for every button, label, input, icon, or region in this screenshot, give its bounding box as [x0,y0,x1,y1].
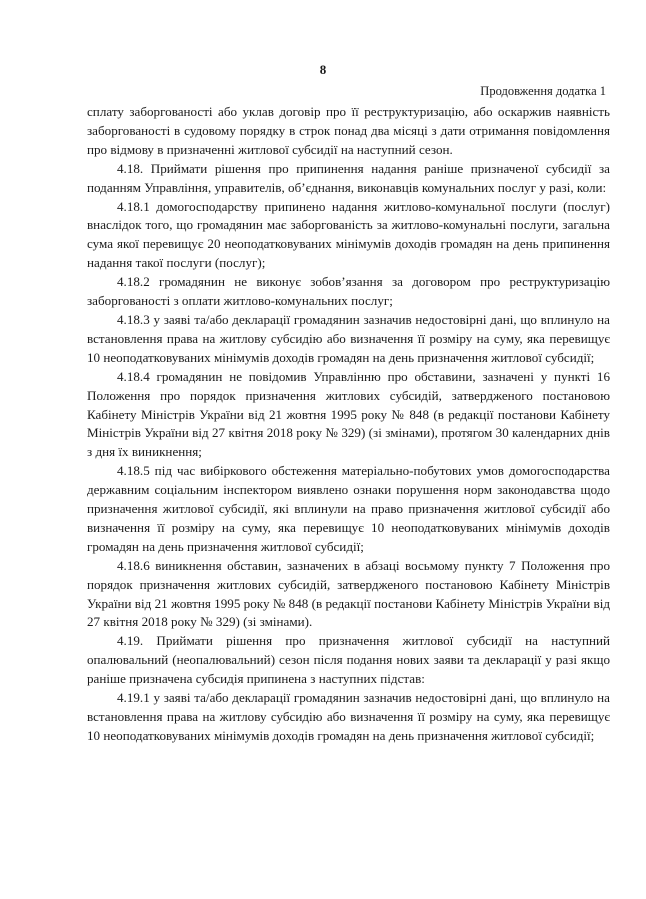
page-number: 8 [319,62,327,77]
paragraph-4-19-1: 4.19.1 у заяві та/або декларації громадянин зазначив недостовірні дані, що вплинуло на встановлення права на житлову субсидію або визначення її розміру на суму, яка перевищує 10 неоподатковуваних мінімумів доходів громадян на день призначення житлової субсидії; [87,690,610,743]
paragraph-4-19: 4.19. Приймати рішення про призначення житлової субсидії на наступний опалювальний (неопалювальний) сезон після подання нових заяви та декларації у разі якщо раніше призначена субсидія припинена з наступних підстав: [87,633,610,687]
paragraph-4-18-3: 4.18.3 у заяві та/або декларації громадянин зазначив недостовірні дані, що вплинуло на встановлення права на житлову субсидію або визначення її розміру на суму, яка перевищує 10 неоподатковуваних мінімумів доходів громадян на день призначення житлової субсидії; [87,311,610,365]
paragraph-4-18-6: 4.18.6 виникнення обставин, зазначених в абзаці восьмому пункту 7 Положення про порядок призначення житлових субсидій, затвердженого постановою Кабінету Міністрів України від 21 жовтня 1995 року № 848 (в редакції постанови Кабінету Міністрів України від 27 квітня 2018 року № 329) (зі змінами). [87,557,610,630]
paragraph-4-18-4: 4.18.4 громадянин не повідомив Управлінню про обставини, зазначені у пункті 16 Положення про порядок призначення житлових субсидій, затвердженого постановою Кабінету Міністрів України від 21 жовтня 1995 року № 848 (в редакції постанови Кабінету Міністрів України від 27 квітня 2018 року № 329) (зі змінами), протягом 30 календарних днів з дня їх виникнення; [87,368,610,460]
annex-label: Продовження додатка 1 [480,84,606,98]
paragraph-4-18-2: 4.18.2 громадянин не виконує зобов’язання за договором про реструктуризацію заборгованості з оплати житлово-комунальних послуг; [87,274,610,309]
paragraph-continuation: сплату заборгованості або уклав договір про її реструктуризацію, або оскаржив наявність заборгованості в судовому порядку в строк понад два місяці з дати отримання повідомлення про відмову в призначенні житлової субсидії на наступний сезон. [87,104,610,157]
document-body [87,103,610,746]
paragraph-4-18-1: 4.18.1 домогосподарству припинено надання житлово-комунальної послуги (послуг) внаслідок того, що громадянин має заборгованість за житлово-комунальні послуги, загальна сума якої перевищує 20 неоподатковуваних мінімумів доходів громадян на день припинення надання такої послуги (послуг); [87,198,610,271]
paragraph-4-18-5: 4.18.5 під час вибіркового обстеження матеріально-побутових умов домогосподарства державним соціальним інспектором виявлено ознаки порушення норм законодавства щодо призначення житлової субсидії, які вплинули на право призначення житлової субсидії або визначення її розміру на суму, яка перевищує 10 неоподатковуваних мінімумів доходів громадян на день призначення житлової субсидії; [87,463,610,554]
paragraph-4-18: 4.18. Приймати рішення про припинення надання раніше призначеної субсидії за поданням Управління, управителів, об’єднання, виконавців комунальних послуг у разі, коли: [87,160,610,195]
